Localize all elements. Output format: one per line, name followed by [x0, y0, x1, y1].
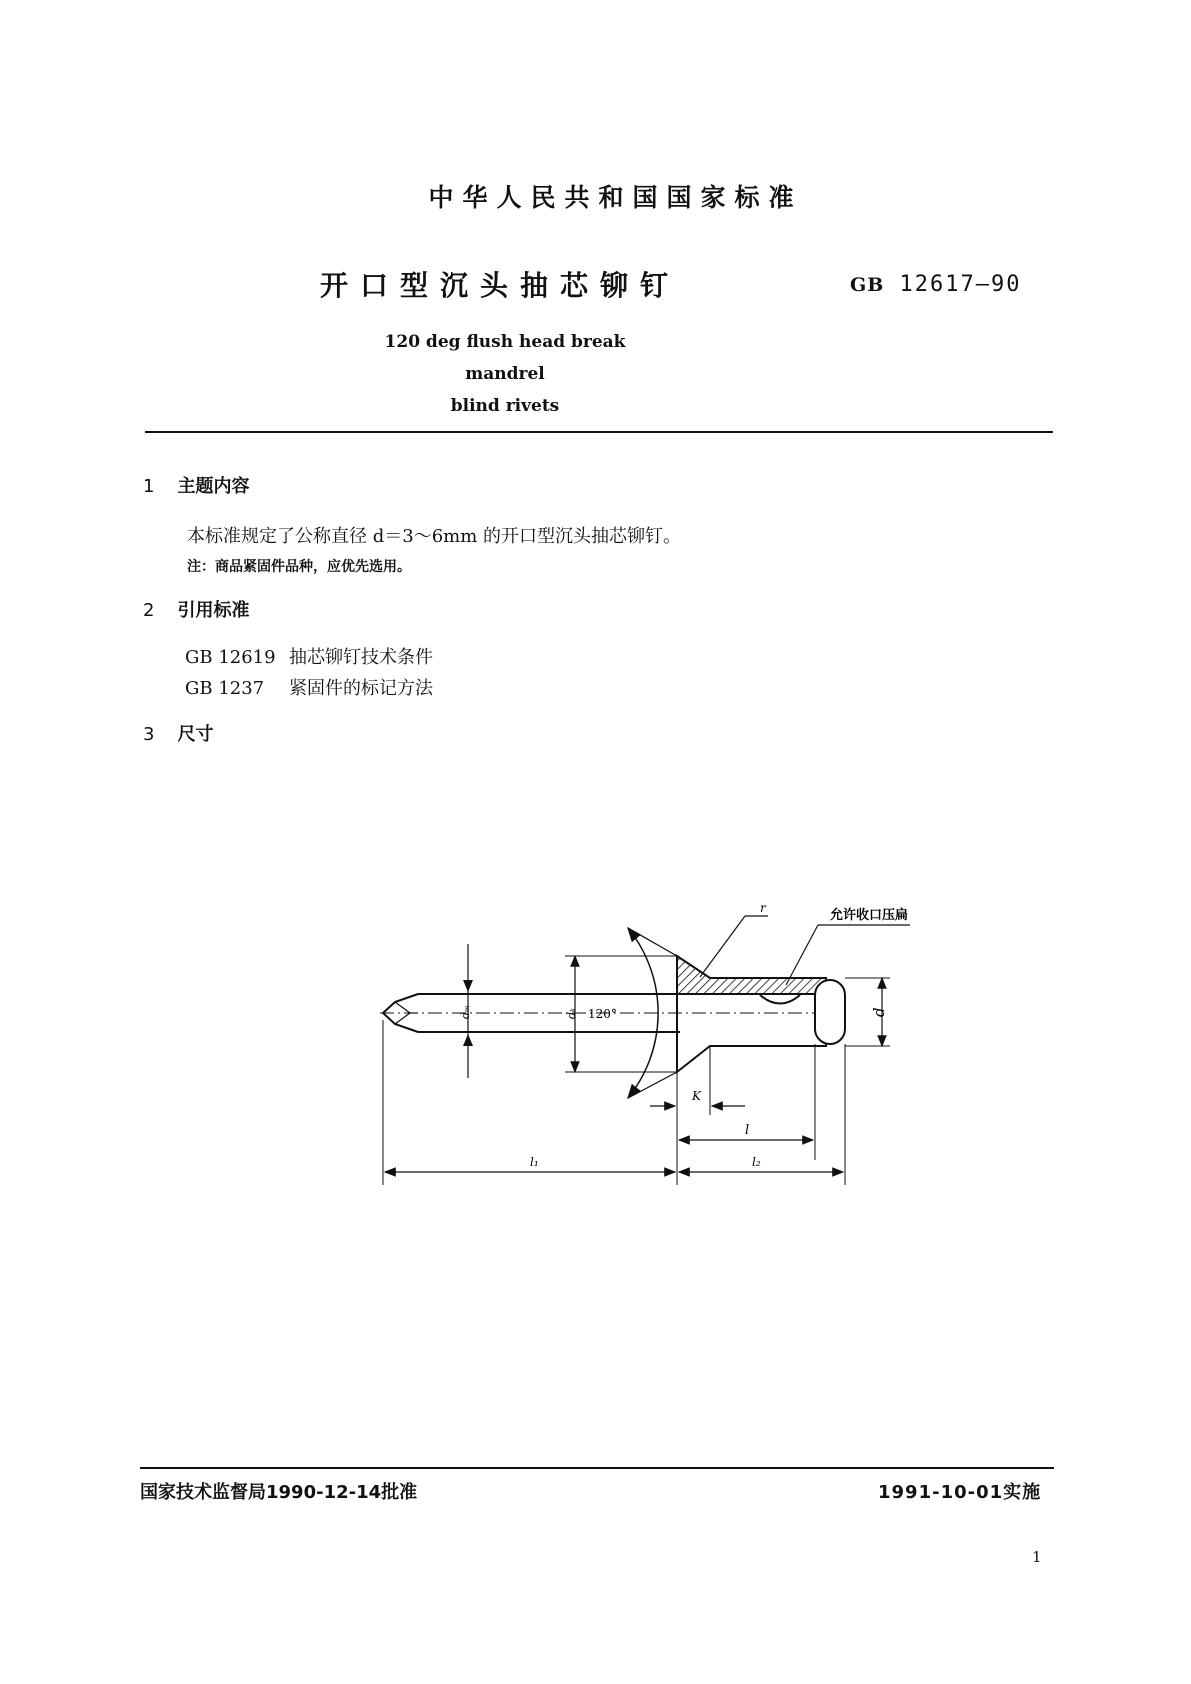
section-1-body: 本标准规定了公称直径 d＝3～6mm 的开口型沉头抽芯铆钉。 [187, 526, 682, 547]
standard-prefix: GB [850, 274, 885, 296]
label-r: r [760, 901, 766, 915]
r-leader [700, 916, 745, 977]
document-title: 开口型沉头抽芯铆钉 [320, 269, 681, 302]
label-l: l [745, 1123, 750, 1138]
reference-code: GB 12619 [185, 647, 276, 668]
standard-code: 12617—90 [899, 272, 1022, 297]
section-number: 3 [143, 724, 155, 745]
reference-code: GB 1237 [185, 678, 265, 699]
section-number: 2 [143, 600, 155, 621]
effective-date: 1991-10-01实施 [878, 1482, 1042, 1503]
label-flatten: 允许收口压扁 [830, 908, 909, 923]
label-dk: dₖ [565, 1007, 578, 1019]
label-dm: dₘ [459, 1005, 472, 1019]
page-number: 1 [1032, 1548, 1042, 1566]
label-k: K [692, 1089, 701, 1103]
section-1-note: 注：商品紧固件品种，应优先选用。 [187, 559, 411, 575]
english-title-line1: 120 deg flush head break mandrel [384, 332, 626, 384]
section-title: 主题内容 [177, 476, 250, 497]
english-title-line2: blind rivets [450, 396, 560, 416]
section-number: 1 [143, 476, 155, 497]
flatten-leader [786, 925, 818, 985]
label-angle: 120° [588, 1007, 617, 1021]
reference-title: 紧固件的标记方法 [289, 678, 433, 699]
reference-title: 抽芯铆钉技术条件 [289, 647, 433, 668]
footer-divider [140, 1467, 1054, 1469]
national-standard-header: 中华人民共和国国家标准 [428, 183, 803, 212]
approval-note: 国家技术监督局1990-12-14批准 [140, 1482, 418, 1503]
label-d: d [870, 1007, 888, 1017]
label-l1: l₁ [530, 1155, 539, 1169]
section-title: 引用标准 [177, 600, 250, 621]
section-title: 尺寸 [177, 724, 214, 745]
label-l2: l₂ [752, 1155, 761, 1169]
